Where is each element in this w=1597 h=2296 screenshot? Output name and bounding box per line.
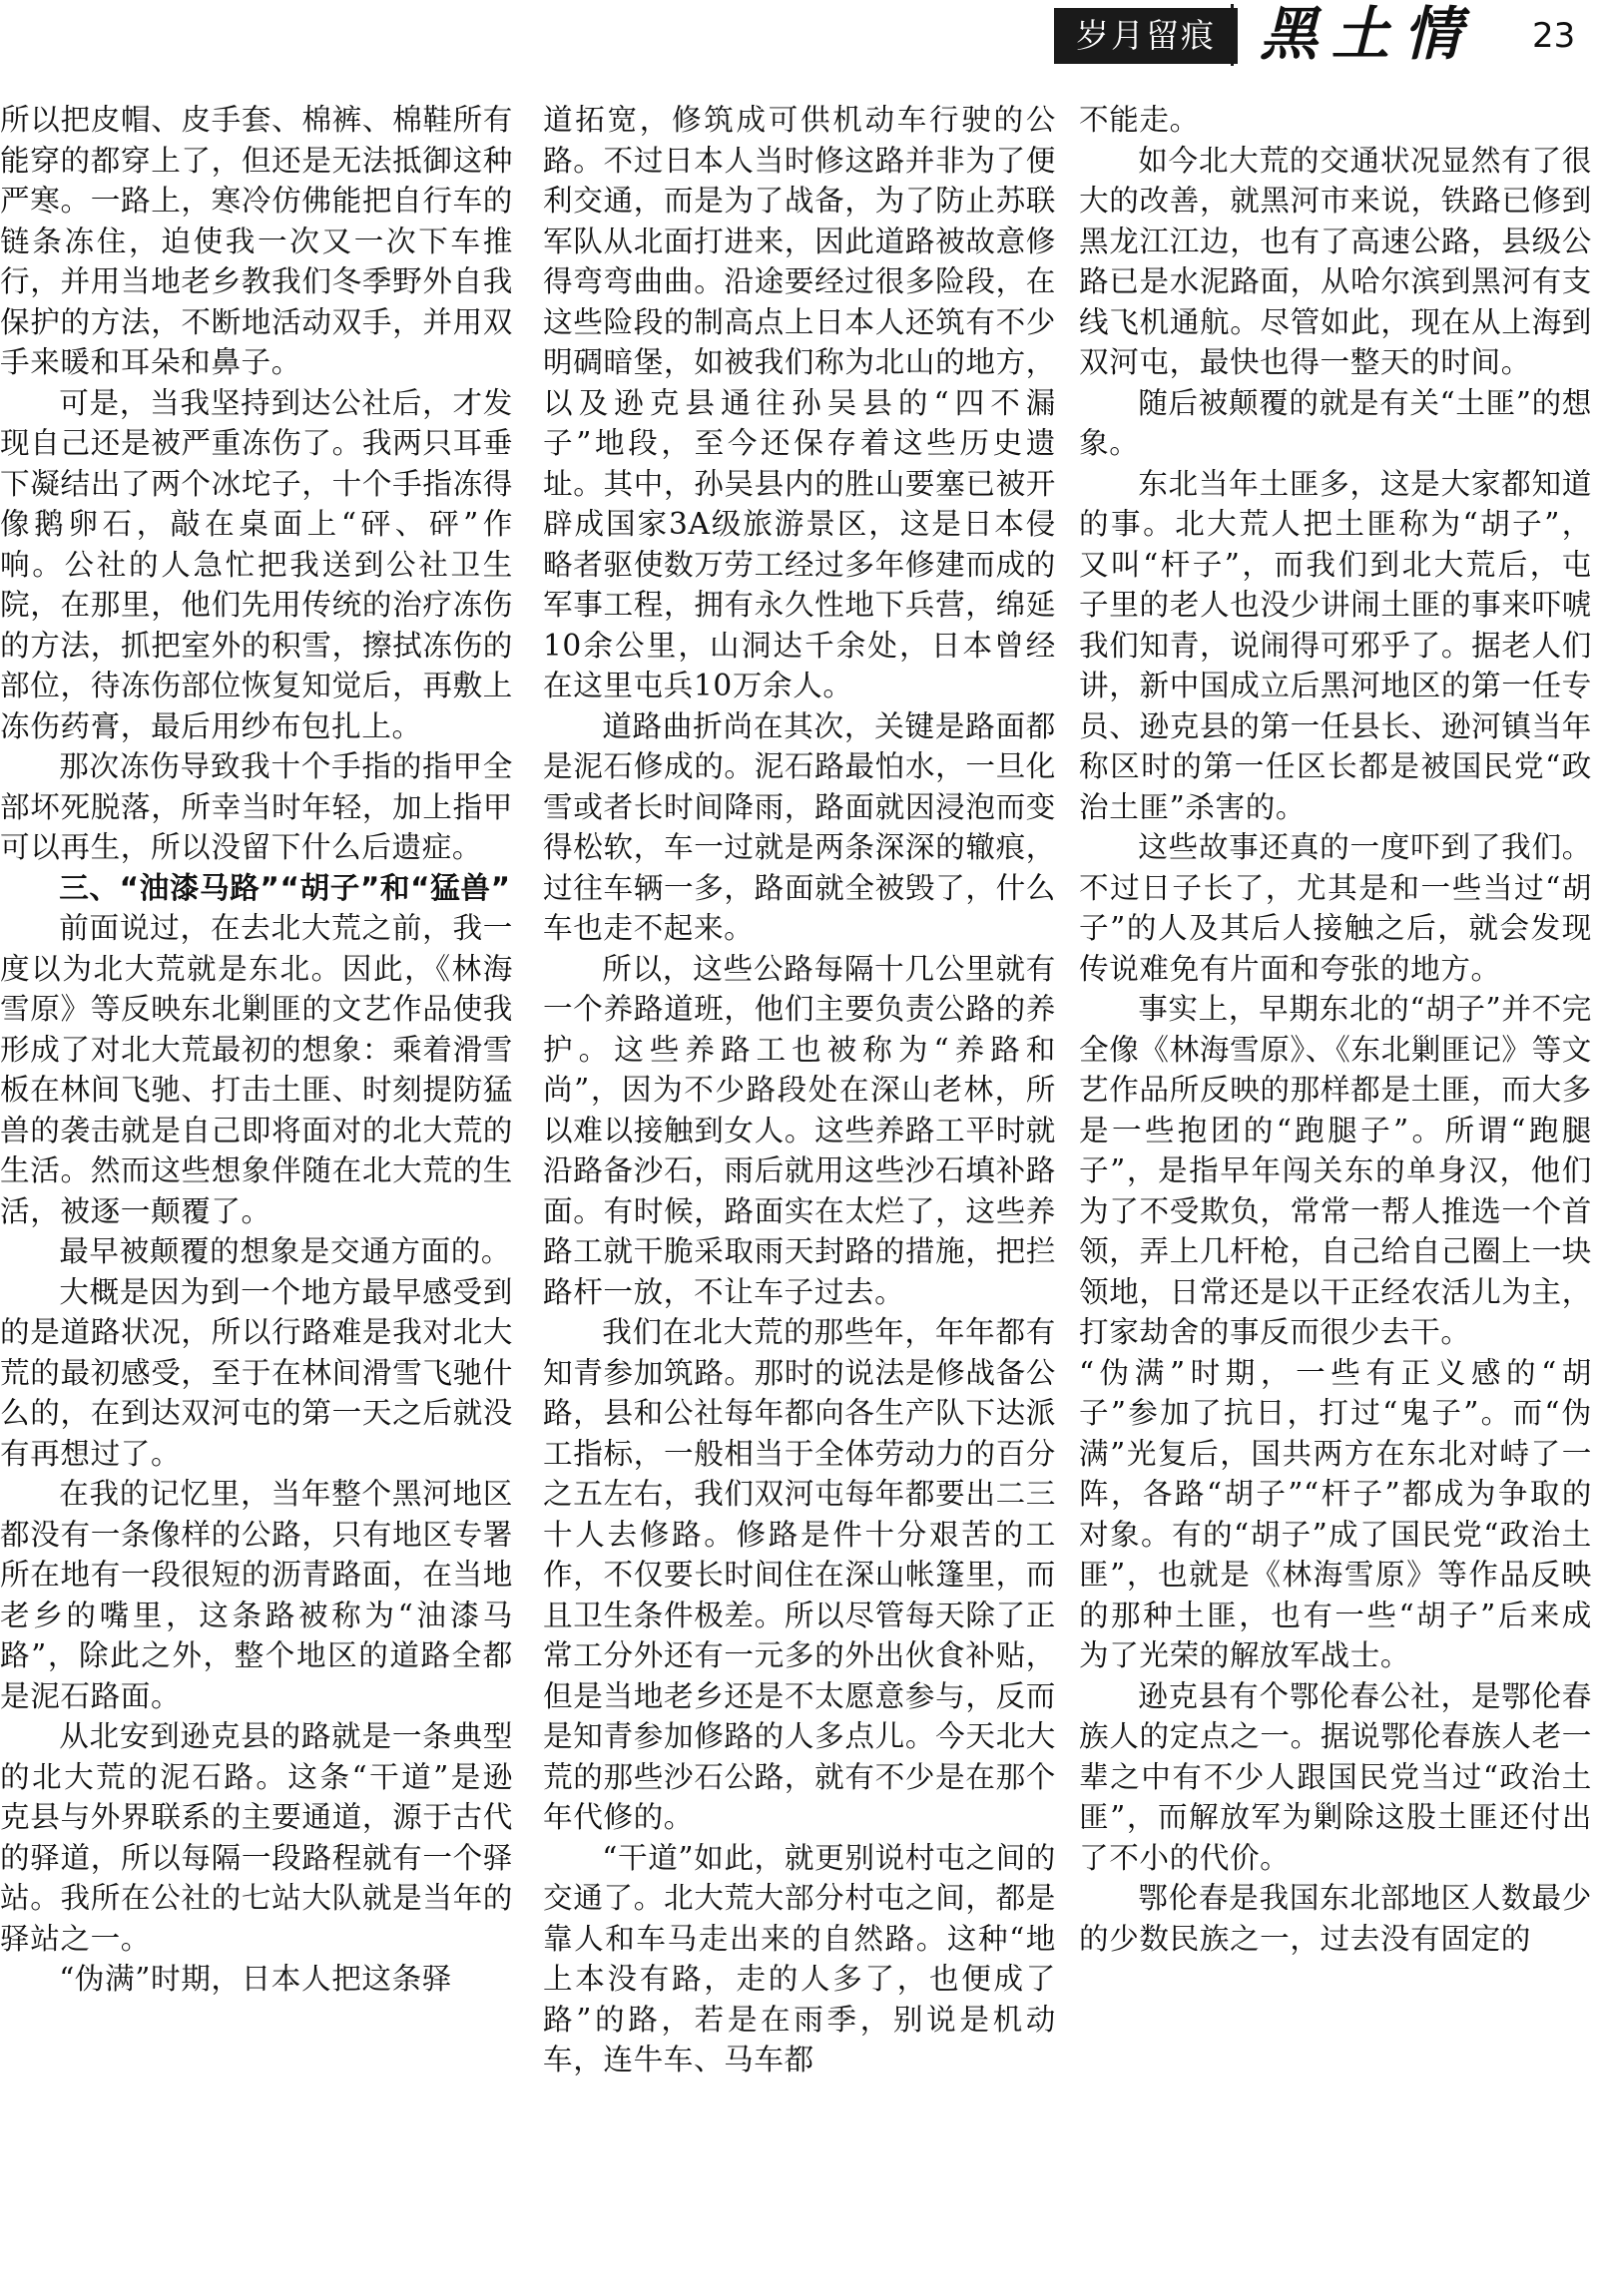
paragraph: 随后被颠覆的就是有关“土匪”的想象。 xyxy=(1079,385,1592,460)
paragraph: 道拓宽，修筑成可供机动车行驶的公路。不过日本人当时修这路并非为了便利交通，而是为了战备，为了防止苏联军队从北面打进来，因此道路被故意修得弯弯曲曲。沿途要经过很多险段，在这些险段的制高点上日本人还筑有不少明碉暗堡，如被我们称为北山的地方，以及逊克县通往孙吴县的“四不漏子”地段，至今还保存着这些历史遗址。其中，孙吴县内的胜山要塞已被开辟成国家3A级旅游景区，这是日本侵略者驱使数万劳工经过多年修建而成的军事工程，拥有永久性地下兵营，绵延10余公里，山洞达千余处，日本曾经在这里屯兵10万余人。 xyxy=(543,103,1056,702)
section-label: 岁月留痕 xyxy=(1054,8,1238,64)
text-column-3 xyxy=(1079,100,1592,2296)
magazine-logo: 黑土情 xyxy=(1260,0,1476,68)
paragraph: 道路曲折尚在其次，关键是路面都是泥石修成的。泥石路最怕水，一旦化雪或者长时间降雨，路面就因浸泡而变得松软，车一过就是两条深深的辙痕，过往车辆一多，路面就全被毁了，什么车也走不起来。 xyxy=(543,708,1056,945)
paragraph: “伪满”时期，日本人把这条驿 xyxy=(59,1962,452,1996)
paragraph: 那次冻伤导致我十个手指的指甲全部坏死脱落，所幸当时年轻，加上指甲可以再生，所以没留下什么后遗症。 xyxy=(0,749,513,864)
paragraph: 不能走。 xyxy=(1079,103,1200,137)
header-divider xyxy=(1231,4,1234,66)
text-column-1 xyxy=(0,100,513,2296)
paragraph: 大概是因为到一个地方最早感受到的是道路状况，所以行路难是我对北大荒的最初感受，至于在林间滑雪飞驰什么的，在到达双河屯的第一天之后就没有再想过了。 xyxy=(0,1274,513,1471)
paragraph: 鄂伦春是我国东北部地区人数最少的少数民族之一，过去没有固定的 xyxy=(1079,1881,1592,1956)
paragraph: 东北当年土匪多，这是大家都知道的事。北大荒人把土匪称为“胡子”，又叫“杆子”，而我们到北大荒后，屯子里的老人也没少讲闹土匪的事来吓唬我们知青，说闹得可邪乎了。据老人们讲，新中国成立后黑河地区的第一任专员、逊克县的第一任县长、逊河镇当年称区时的第一任区长都是被国民党“政治土匪”杀害的。 xyxy=(1079,466,1592,824)
paragraph: 逊克县有个鄂伦春公社，是鄂伦春族人的定点之一。据说鄂伦春族人老一辈之中有不少人跟国民党当过“政治土匪”，而解放军为剿除这股土匪还付出了不小的代价。 xyxy=(1079,1678,1592,1875)
paragraph: 所以把皮帽、皮手套、棉裤、棉鞋所有能穿的都穿上了，但还是无法抵御这种严寒。一路上，寒冷仿佛能把自行车的链条冻住，迫使我一次又一次下车推行，并用当地老乡教我们冬季野外自我保护的方法，不断地活动双手，并用双手来暖和耳朵和鼻子。 xyxy=(0,103,513,379)
paragraph: 我们在北大荒的那些年，年年都有知青参加筑路。那时的说法是修战备公路，县和公社每年都向各生产队下达派工指标，一般相当于全体劳动力的百分之五左右，我们双河屯每年都要出二三十人去修路。修路是件十分艰苦的工作，不仅要长时间住在深山帐篷里，而且卫生条件极差。所以尽管每天除了正常工分外还有一元多的外出伙食补贴，但是当地老乡还是不太愿意参与，反而是知青参加修路的人多点儿。今天北大荒的那些沙石公路，就有不少是在那个年代修的。 xyxy=(543,1315,1056,1834)
paragraph: “伪满”时期，一些有正义感的“胡子”参加了抗日，打过“鬼子”。而“伪满”光复后，国共两方在东北对峙了一阵，各路“胡子”“杆子”都成为争取的对象。有的“胡子”成了国民党“政治土匪”，也就是《林海雪原》等作品反映的那种土匪，也有一些“胡子”后来成为了光荣的解放军战士。 xyxy=(1079,1355,1592,1672)
paragraph: 所以，这些公路每隔十几公里就有一个养路道班，他们主要负责公路的养护。这些养路工也被称为“养路和尚”，因为不少路段处在深山老林，所以难以接触到女人。这些养路工平时就沿路备沙石，雨后就用这些沙石填补路面。有时候，路面实在太烂了，这些养路工就干脆采取雨天封路的措施，把拦路杆一放，不让车子过去。 xyxy=(543,951,1056,1309)
article-body xyxy=(0,100,1597,2296)
text-column-2 xyxy=(543,100,1056,2296)
page-number: 23 xyxy=(1532,16,1576,56)
paragraph: 在我的记忆里，当年整个黑河地区都没有一条像样的公路，只有地区专署所在地有一段很短的沥青路面，在当地老乡的嘴里，这条路被称为“油漆马路”，除此之外，整个地区的道路全都是泥石路面。 xyxy=(0,1477,513,1713)
paragraph: 这些故事还真的一度吓到了我们。不过日子长了，尤其是和一些当过“胡子”的人及其后人接触之后，就会发现传说难免有片面和夸张的地方。 xyxy=(1079,830,1592,986)
paragraph: 如今北大荒的交通状况显然有了很大的改善，就黑河市来说，铁路已修到黑龙江江边，也有了高速公路，县级公路已是水泥路面，从哈尔滨到黑河有支线飞机通航。尽管如此，现在从上海到双河屯，最快也得一整天的时间。 xyxy=(1079,143,1592,379)
paragraph: 从北安到逊克县的路就是一条典型的北大荒的泥石路。这条“干道”是逊克县与外界联系的主要通道，源于古代的驿道，所以每隔一段路程就有一个驿站。我所在公社的七站大队就是当年的驿站之一。 xyxy=(0,1719,513,1956)
paragraph: 可是，当我坚持到达公社后，才发现自己还是被严重冻伤了。我两只耳垂下凝结出了两个冰坨子，十个手指冻得像鹅卵石，敲在桌面上“砰、砰”作响。公社的人急忙把我送到公社卫生院，在那里，他们先用传统的治疗冻伤的方法，抓把室外的积雪，擦拭冻伤的部位，待冻伤部位恢复知觉后，再敷上冻伤药膏，最后用纱布包扎上。 xyxy=(0,385,513,743)
paragraph: “干道”如此，就更别说村屯之间的交通了。北大荒大部分村屯之间，都是靠人和车马走出来的自然路。这种“地上本没有路，走的人多了，也便成了路”的路，若是在雨季，别说是机动车，连牛车、马车都 xyxy=(543,1840,1056,2076)
paragraph: 前面说过，在去北大荒之前，我一度以为北大荒就是东北。因此，《林海雪原》等反映东北剿匪的文艺作品使我形成了对北大荒最初的想象：乘着滑雪板在林间飞驰、打击土匪、时刻提防猛兽的袭击就是自己即将面对的北大荒的生活。然而这些想象伴随在北大荒的生活，被逐一颠覆了。 xyxy=(0,911,513,1228)
paragraph: 最早被颠覆的想象是交通方面的。 xyxy=(59,1234,512,1268)
section-subheading: 三、“油漆马路”“胡子”和“猛兽” xyxy=(59,870,511,905)
page-header xyxy=(0,0,1597,84)
paragraph: 事实上，早期东北的“胡子”并不完全像《林海雪原》、《东北剿匪记》等文艺作品所反映的那样都是土匪，而大多是一些抱团的“跑腿子”。所谓“跑腿子”，是指早年闯关东的单身汉，他们为了不受欺负，常常一帮人推选一个首领，弄上几杆枪，自己给自己圈上一块领地，日常还是以干正经农活儿为主，打家劫舍的事反而很少去干。 xyxy=(1079,992,1592,1349)
